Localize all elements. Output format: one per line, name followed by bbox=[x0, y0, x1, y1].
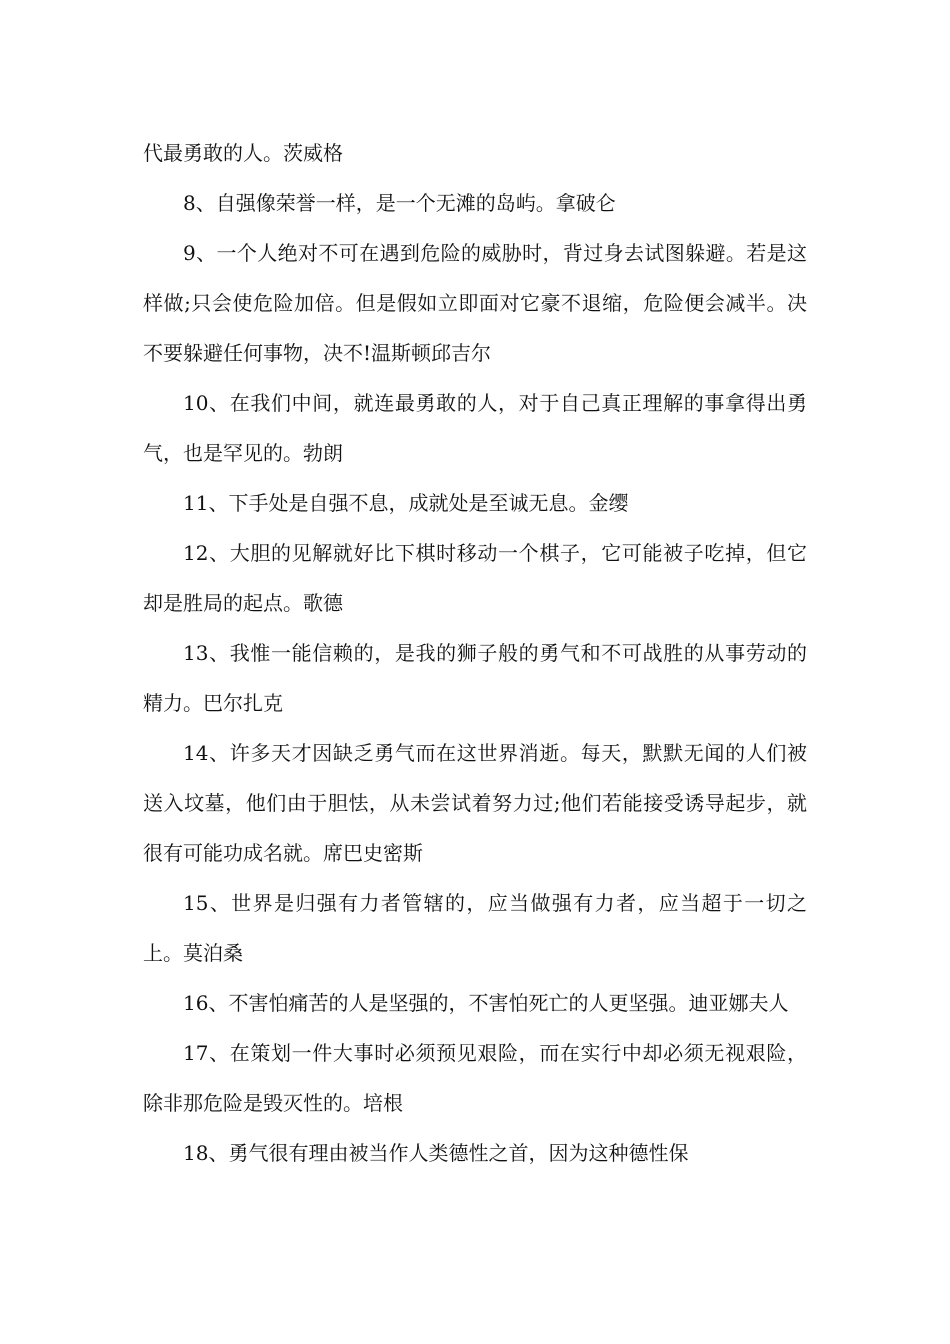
quote-paragraph-12: 12、大胆的见解就好比下棋时移动一个棋子，它可能被子吃掉，但它却是胜局的起点。歌德 bbox=[143, 541, 807, 615]
quote-paragraph-13: 13、我惟一能信赖的，是我的狮子般的勇气和不可战胜的从事劳动的精力。巴尔扎克 bbox=[143, 641, 807, 715]
paragraph-continuation: 代最勇敢的人。茨威格 bbox=[143, 141, 343, 165]
quote-paragraph-9: 9、一个人绝对不可在遇到危险的威胁时，背过身去试图躲避。若是这样做;只会使危险加倍。但是假如立即面对它豪不退缩，危险便会减半。决不要躲避任何事物，决不!温斯顿邱吉尔 bbox=[143, 241, 807, 365]
document-body bbox=[143, 128, 807, 1178]
quote-paragraph-15: 15、世界是归强有力者管辖的，应当做强有力者，应当超于一切之上。莫泊桑 bbox=[143, 891, 807, 965]
quote-paragraph-16: 16、不害怕痛苦的人是坚强的，不害怕死亡的人更坚强。迪亚娜夫人 bbox=[183, 991, 789, 1015]
quote-paragraph-18: 18、勇气很有理由被当作人类德性之首，因为这种德性保 bbox=[183, 1141, 689, 1165]
quote-paragraph-10: 10、在我们中间，就连最勇敢的人，对于自己真正理解的事拿得出勇气，也是罕见的。勃朗 bbox=[143, 391, 807, 465]
quote-paragraph-17: 17、在策划一件大事时必须预见艰险，而在实行中却必须无视艰险，除非那危险是毁灭性的。培根 bbox=[143, 1041, 807, 1115]
quote-paragraph-14: 14、许多天才因缺乏勇气而在这世界消逝。每天，默默无闻的人们被送入坟墓，他们由于胆怯，从未尝试着努力过;他们若能接受诱导起步，就很有可能功成名就。席巴史密斯 bbox=[143, 741, 807, 865]
quote-paragraph-11: 11、下手处是自强不息，成就处是至诚无息。金缨 bbox=[183, 491, 629, 515]
quote-paragraph-8: 8、自强像荣誉一样，是一个无滩的岛屿。拿破仑 bbox=[183, 191, 616, 215]
